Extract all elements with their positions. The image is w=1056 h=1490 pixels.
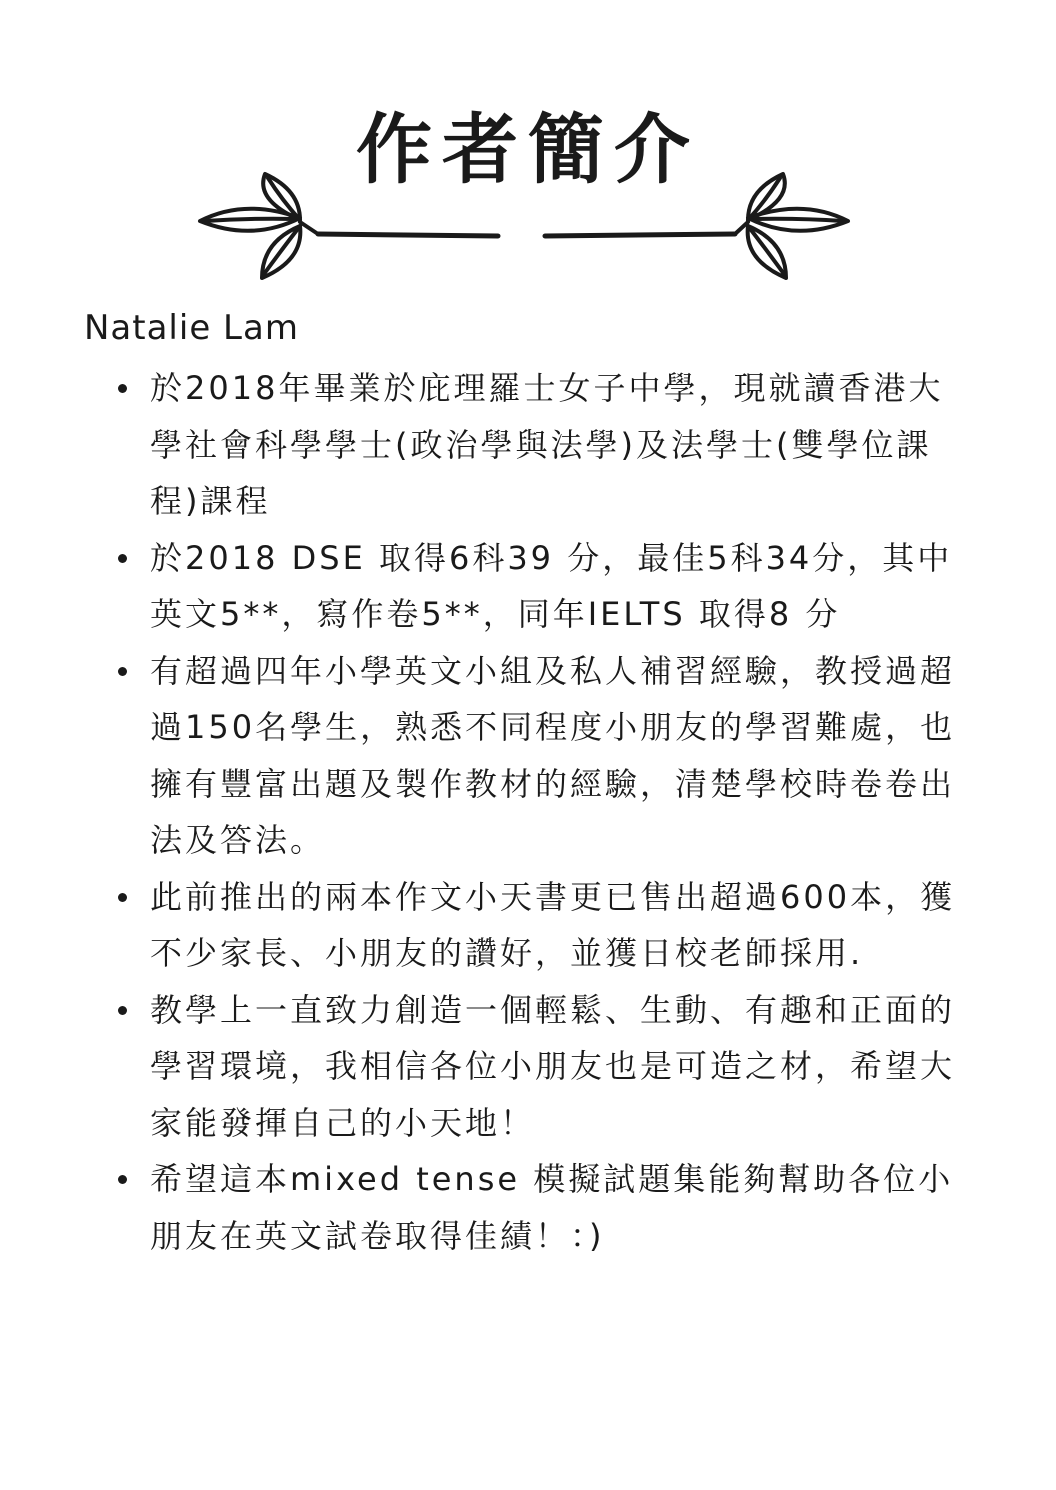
- bio-item-closing-wish: 希望這本mixed tense 模擬試題集能夠幫助各位小朋友在英文試卷取得佳績！：): [118, 1151, 968, 1264]
- author-name: Natalie Lam: [84, 308, 299, 348]
- bio-item-education: 於2018年畢業於庇理羅士女子中學，現就讀香港大學社會科學學士(政治學與法學)及法學士(雙學位課程)課程: [118, 360, 968, 530]
- bio-item-dse-results: 於2018 DSE 取得6科39 分，最佳5科34分，其中英文5**，寫作卷5**，同年IELTS 取得8 分: [118, 530, 968, 643]
- bio-item-teaching-philosophy: 教學上一直致力創造一個輕鬆、生動、有趣和正面的學習環境，我相信各位小朋友也是可造之材，希望大家能發揮自己的小天地！: [118, 982, 968, 1152]
- bio-list: [118, 360, 968, 1264]
- bio-item-teaching-experience: 有超過四年小學英文小組及私人補習經驗，教授過超過150名學生，熟悉不同程度小朋友的學習難處，也擁有豐富出題及製作教材的經驗，清楚學校時卷卷出法及答法。: [118, 643, 968, 869]
- page-title: 作者簡介: [356, 105, 700, 194]
- laurel-divider-icon: [0, 160, 1056, 300]
- bio-item-publications: 此前推出的兩本作文小天書更已售出超過600本，獲不少家長、小朋友的讚好，並獲日校老師採用.: [118, 869, 968, 982]
